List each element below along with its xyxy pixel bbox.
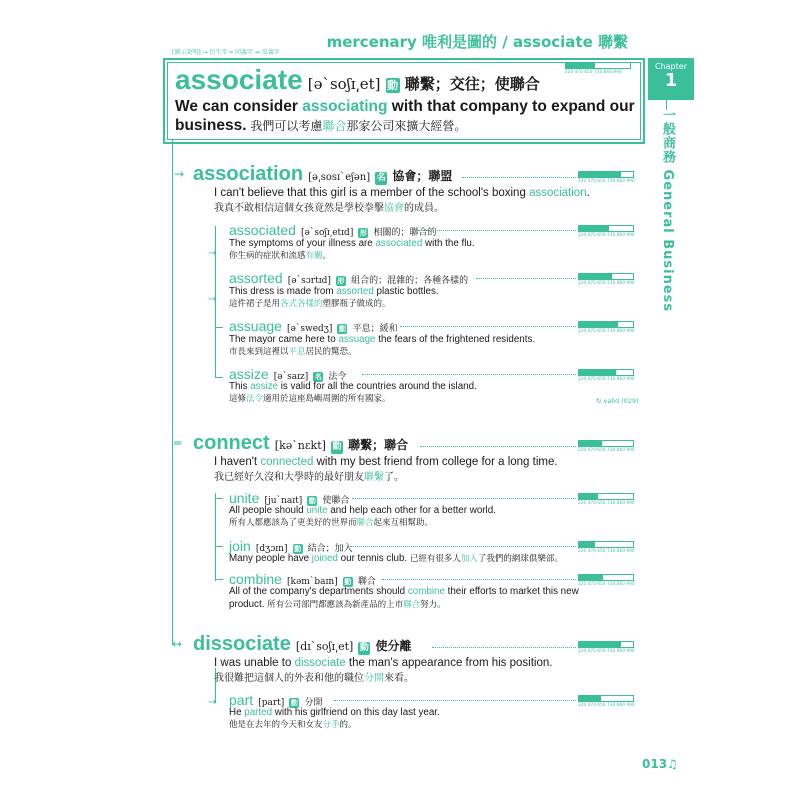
example-assize: This assize is valid for all the countries around the island. 這條法令適用於這座島嶼周圍的所有國家。 — [229, 381, 477, 404]
derivative-arrow-icon: → — [174, 167, 185, 181]
entry-assuage: assuage [ə`swedʒ] 動 平息；緩和 — [229, 318, 398, 334]
entry-association: association [ə͵sosɪ`eʃən] 名 協會；聯盟 — [193, 163, 453, 185]
example-part: He parted with his girlfriend on this day last year. 他是在去年的今天和女友分手的。 — [229, 707, 440, 730]
entry-associated: associated [ə`soʃɪ͵etɪd] 形 相關的；聯合的 — [229, 222, 437, 238]
main-headword — [175, 64, 540, 96]
derivative-arrow-icon: → — [208, 697, 217, 708]
dotted-leader — [362, 374, 576, 375]
antonym-arrow-icon: ↔ — [172, 637, 183, 651]
branch-tick — [215, 546, 223, 547]
entry-combine: combine [kəm`baɪn] 動 聯合 — [229, 571, 376, 587]
entry-connect: connect [kə`nɛkt] 動 聯繫；聯合 — [193, 432, 409, 454]
dotted-leader — [400, 326, 576, 327]
level-bar-combine: 220 470 650 730 860 990 — [578, 574, 634, 586]
level-bar-assorted: 220 470 650 730 860 990 — [578, 273, 634, 285]
chapter-number: 1 — [664, 70, 678, 91]
level-bar-join: 220 470 650 730 860 990 — [578, 541, 634, 553]
main-level-bar: 220 470 650 730 860 990 — [565, 62, 631, 74]
main-pos-badge: 動 — [387, 79, 399, 92]
example-assuage: The mayor came here to assuage the fears of the frightened residents. 市長來到這裡以平息居民的驚恐。 — [229, 334, 536, 357]
dotted-leader — [418, 230, 576, 231]
entry-assorted: assorted [ə`sɔrtɪd] 形 組合的；混雜的；各種各樣的 — [229, 270, 469, 286]
branch-tick — [215, 498, 223, 499]
example-connect: I haven't connected with my best friend from college for a long time. 我已經好久沒和大學時的最好朋友聯繫了。 — [214, 456, 558, 483]
example-dissociate: I was unable to dissociate the man's appearance from his position. 我很難把這個人的外表和他的職位分開來看。 — [214, 657, 553, 684]
level-bar-connect: 220 470 650 730 860 990 — [578, 440, 634, 452]
page-number: 013♫ — [642, 757, 678, 771]
dotted-leader — [432, 647, 576, 648]
level-bar-assuage: 220 470 650 730 860 990 — [578, 321, 634, 333]
level-bar-associated: 220 470 650 730 860 990 — [578, 225, 634, 237]
entry-dissociate: dissociate [dɪ`soʃɪ͵et] 動 使分離 — [193, 633, 412, 655]
branch-tick — [215, 377, 223, 378]
level-bar-assize: 220 470 650 730 860 990 — [578, 369, 634, 381]
dotted-leader — [334, 700, 576, 701]
main-meaning: 聯繫；交往；使聯合 — [404, 75, 540, 93]
level-bar-dissociate: 220 470 650 730 860 990 — [578, 641, 634, 653]
example-unite: All people should unite and help each other for a better world. 所有人都應該為了更美好的世界而聯合起來互相幫助。 — [229, 505, 496, 528]
dotted-leader — [352, 498, 576, 499]
dotted-leader — [350, 546, 576, 547]
chapter-title: 一般商務 General Business — [660, 108, 675, 313]
dotted-leader — [476, 278, 576, 279]
example-associated: The symptoms of your illness are associated with the flu. 你生病的症狀和流感有關。 — [229, 238, 475, 261]
level-bar-part: 220 470 650 730 860 990 — [578, 695, 634, 707]
main-phonetic: [ə`soʃɪ͵et] — [307, 75, 381, 93]
dotted-leader — [462, 177, 576, 178]
level-bar-unite: 220 470 650 730 860 990 — [578, 493, 634, 505]
branch-tick — [215, 579, 223, 580]
dotted-leader — [420, 446, 576, 447]
entry-unite: unite [ju`naɪt] 動 使聯合 — [229, 490, 350, 506]
example-combine: All of the company's departments should combine their efforts to market this new product. 所有公司部門都應該為新產品的上市聯合努力。 — [229, 586, 579, 610]
level-bar-association: 220 470 650 730 860 990 — [578, 171, 634, 183]
running-header: mercenary 唯利是圖的 / associate 聯繫 — [326, 33, 628, 51]
entry-part: part [part] 動 分開 — [229, 692, 323, 708]
synonym-equals-icon: ═ — [174, 436, 182, 450]
example-assorted: This dress is made from assorted plastic bottles. 這件裙子是用各式各樣的塑膠瓶子做成的。 — [229, 286, 439, 309]
entry-join: join [dʒɔɪn] 動 結合；加入 — [229, 538, 353, 554]
tree-trunk-line — [172, 140, 173, 645]
main-example-sentence: We can consider associating with that company to expand our business. 我們可以考慮聯合那家公司來擴大經營。 — [175, 98, 635, 134]
chapter-label: Chapter — [655, 62, 687, 71]
branch-tick — [215, 327, 223, 328]
example-association: I can't believe that this girl is a member of the school's boxing association. 我真不敢相信這個女孩竟然是學校拳擊協會的成員。 — [214, 187, 590, 214]
derivative-arrow-icon: → — [208, 294, 217, 305]
entry-assize: assize [ə`saɪz] 名 法令 — [229, 366, 347, 382]
main-word: associate — [175, 64, 303, 95]
chapter-tab — [648, 58, 694, 100]
dotted-leader — [382, 579, 576, 580]
derivative-arrow-icon: → — [208, 248, 217, 259]
example-join: Many people have joined our tennis club. 已經有很多人加入了我們的網球俱樂部。 — [229, 553, 563, 564]
legend: [圖示說明] → 衍生字 ═ 同義字 ↔ 反義字 — [172, 49, 280, 56]
audio-track-note[interactable]: ↻ valid (029) — [596, 397, 639, 405]
branch-line-connect — [215, 493, 216, 581]
